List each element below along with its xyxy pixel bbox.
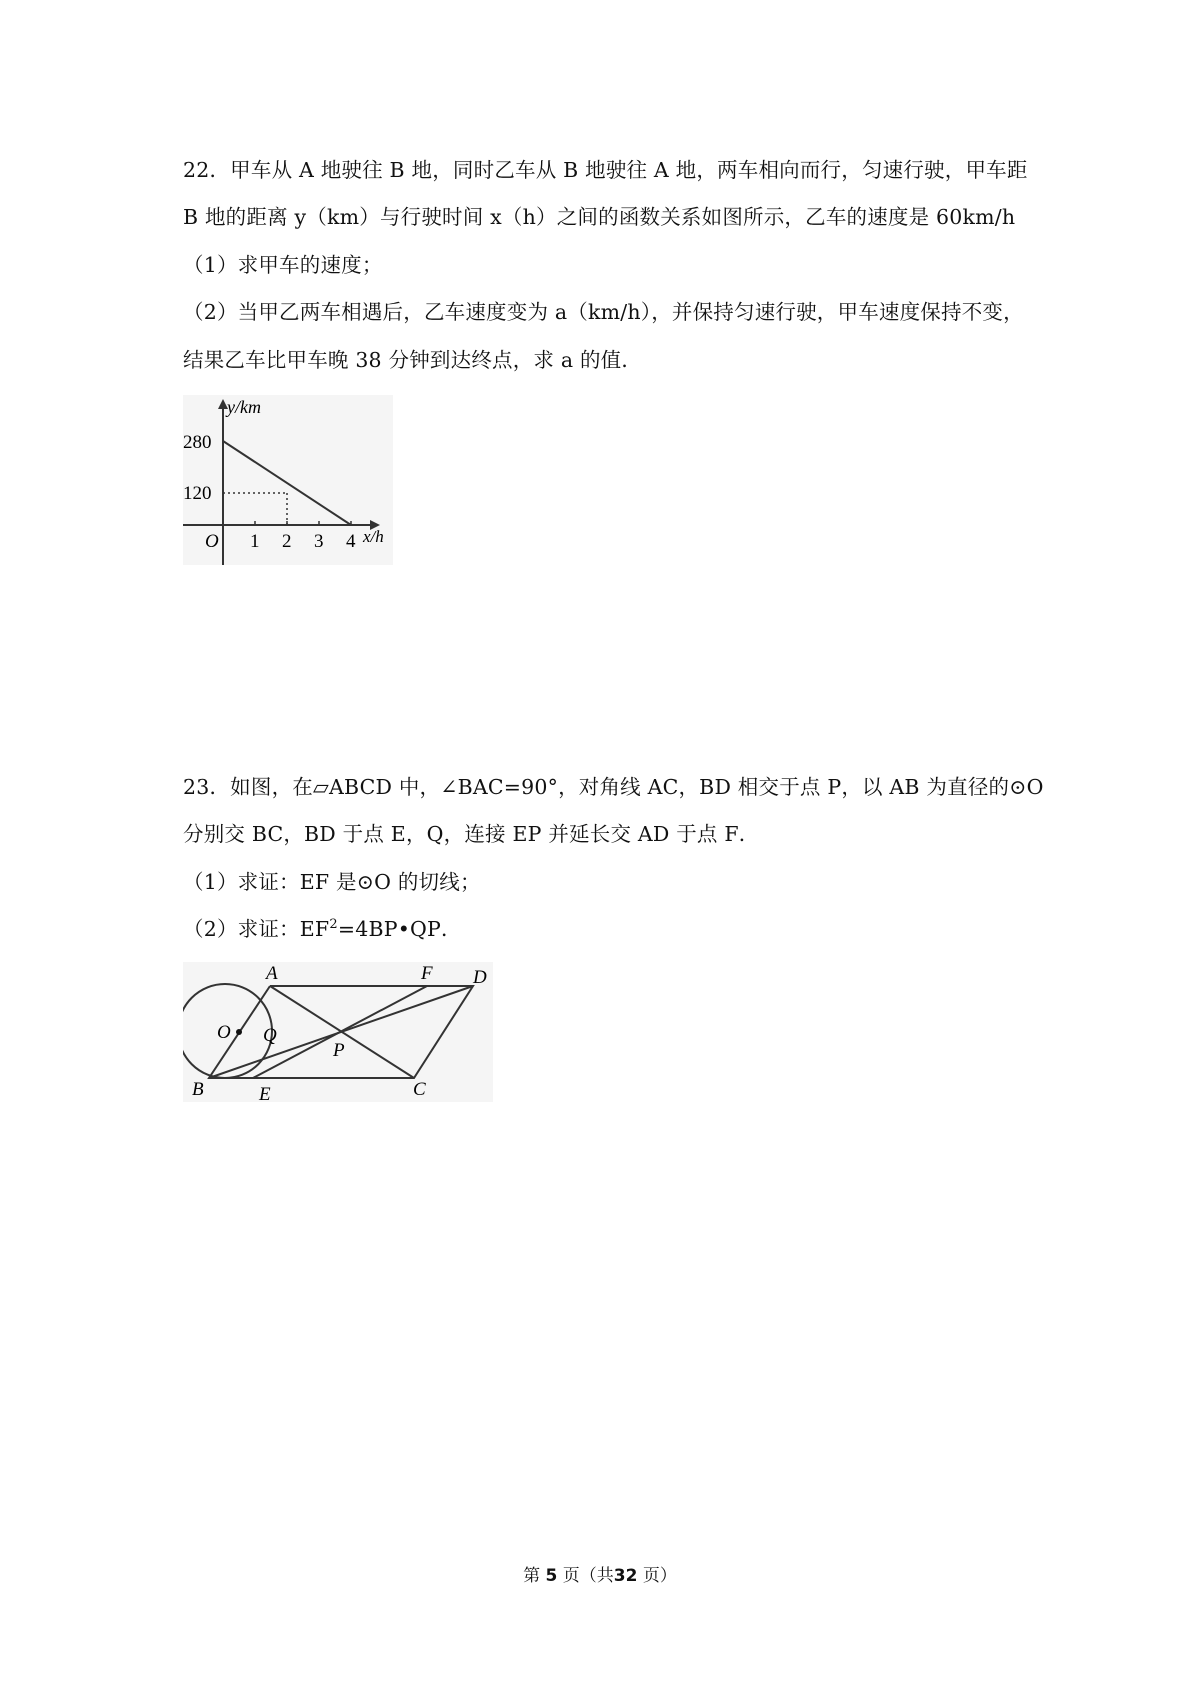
q23-part-2-suffix: =4BP•QP．	[337, 917, 462, 941]
q22-graph-figure	[183, 395, 393, 569]
label-p: P	[333, 1040, 345, 1061]
q23-part-2	[183, 915, 462, 943]
label-q: Q	[263, 1025, 277, 1046]
label-e: E	[259, 1084, 271, 1102]
footer-total-pages: 32	[613, 1566, 638, 1586]
label-d: D	[473, 967, 487, 988]
footer-prefix: 第	[523, 1566, 541, 1586]
q22-part-2-line-1: （2）当甲乙两车相遇后，乙车速度变为 a（km/h），并保持匀速行驶，甲车速度保持不变，	[183, 300, 1024, 324]
q23-part-1: （1）求证：EF 是⊙O 的切线；	[183, 870, 481, 894]
label-o: O	[217, 1022, 231, 1043]
q23-part-2-prefix: （2）求证：EF	[183, 917, 330, 941]
label-a: A	[266, 963, 278, 984]
x-tick-1: 1	[250, 531, 260, 552]
x-axis-label: x/h	[363, 527, 384, 546]
label-c: C	[413, 1079, 426, 1100]
label-f: F	[421, 963, 433, 984]
footer-suffix: 页）	[642, 1566, 677, 1586]
q23-stem-line-2: 分别交 BC，BD 于点 E，Q，连接 EP 并延长交 AD 于点 F．	[183, 822, 760, 846]
x-tick-3: 3	[314, 531, 324, 552]
label-b: B	[192, 1079, 204, 1100]
q22-stem-line-1: 22．甲车从 A 地驶往 B 地，同时乙车从 B 地驶往 A 地，两车相向而行，匀速行驶，甲车距	[183, 158, 1028, 182]
q22-part-1: （1）求甲车的速度；	[183, 253, 383, 277]
q22-stem-line-2: B 地的距离 y（km）与行驶时间 x（h）之间的函数关系如图所示，乙车的速度是 60km/h	[183, 205, 1016, 229]
q23-geometry-svg	[183, 962, 493, 1102]
y-tick-280: 280	[183, 432, 212, 453]
origin-label: O	[205, 531, 219, 552]
x-tick-4: 4	[346, 531, 356, 552]
x-tick-2: 2	[282, 531, 292, 552]
q23-stem-line-1: 23．如图，在▱ABCD 中，∠BAC=90°，对角线 AC，BD 相交于点 P，以 AB 为直径的⊙O	[183, 775, 1044, 799]
footer-page-number: 5	[545, 1566, 558, 1586]
y-axis-label: y/km	[227, 397, 261, 417]
page-footer	[0, 1564, 1200, 1588]
center-o-dot	[236, 1029, 242, 1035]
q23-geometry-figure	[183, 962, 493, 1106]
q22-graph-svg	[183, 395, 393, 565]
q22-part-2-line-2: 结果乙车比甲车晚 38 分钟到达终点，求 a 的值．	[183, 348, 643, 372]
q23-part-2-superscript: 2	[329, 917, 338, 932]
y-tick-120: 120	[183, 483, 212, 504]
footer-middle: 页（共	[562, 1566, 614, 1586]
